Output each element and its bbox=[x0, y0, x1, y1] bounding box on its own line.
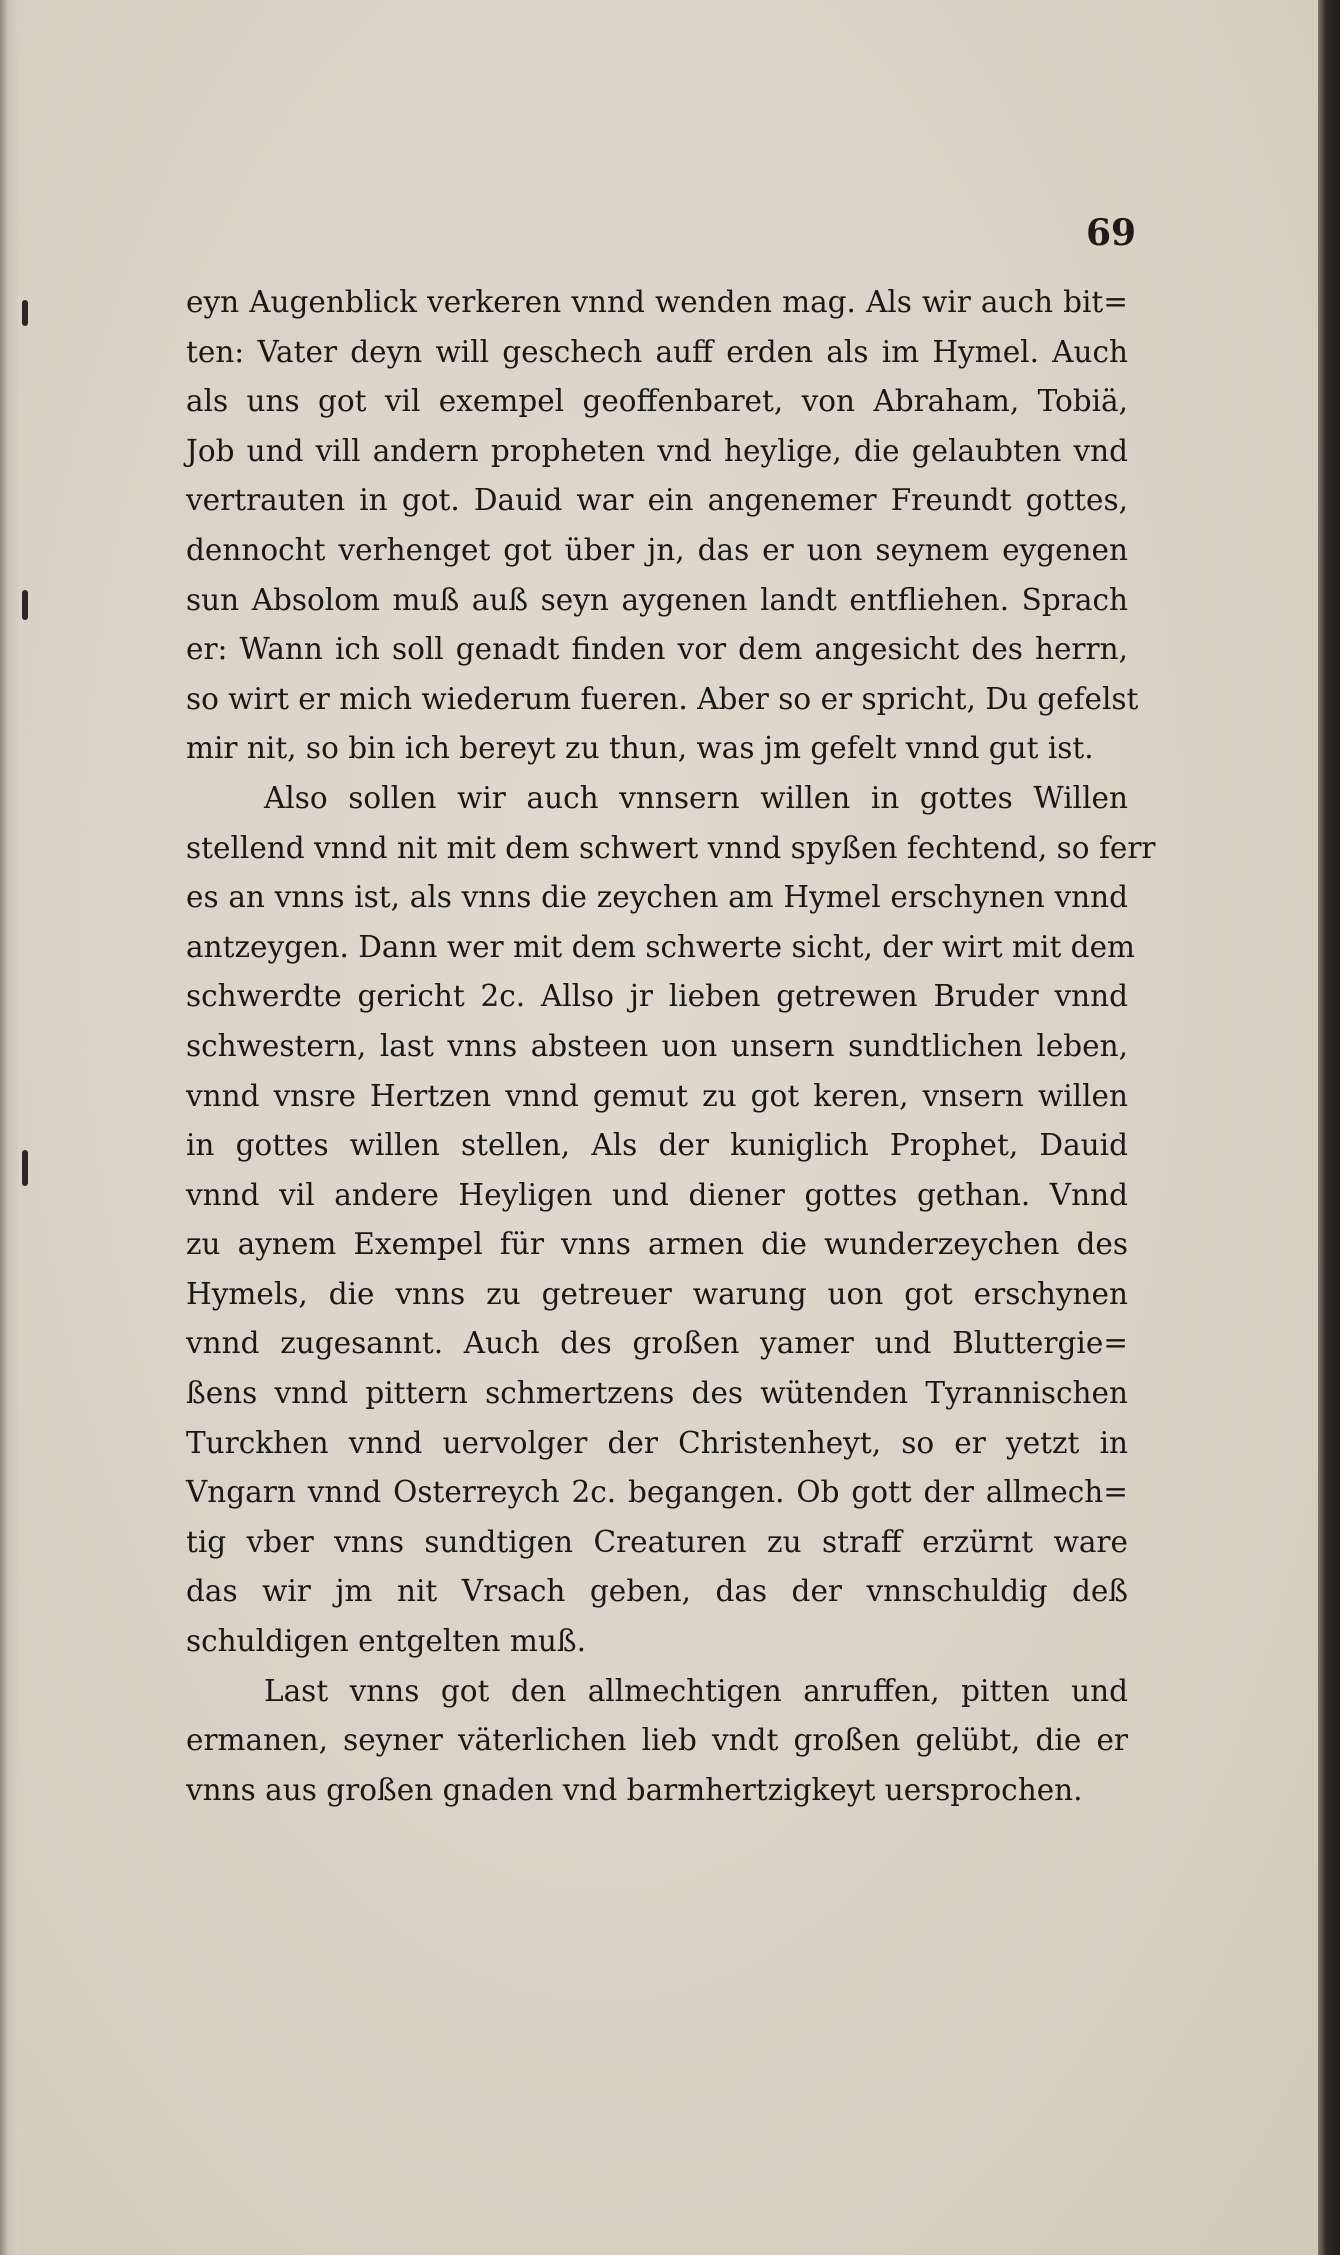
body-text bbox=[186, 278, 1156, 1815]
text-line: Vngarn vnnd Osterreych 2c. begangen. Ob gott der allmech= bbox=[186, 1475, 1128, 1510]
text-line: vnnd vil andere Heyligen und diener gottes gethan. Vnnd bbox=[186, 1177, 1128, 1212]
text-line: Hymels, die vnns zu getreuer warung uon got erschynen bbox=[186, 1276, 1128, 1311]
text-line: in gottes willen stellen, Als der kuniglich Prophet, Dauid bbox=[186, 1128, 1128, 1163]
text-line: zu aynem Exempel für vnns armen die wunderzeychen des bbox=[186, 1227, 1128, 1262]
text-line: Job und vill andern propheten vnd heylige, die gelaubten vnd bbox=[186, 433, 1128, 468]
text-line: stellend vnnd nit mit dem schwert vnnd spyßen fechtend, so ferr bbox=[186, 830, 1156, 865]
text-line: Turckhen vnnd uervolger der Christenheyt, so er yetzt in bbox=[186, 1425, 1128, 1460]
text-line: antzeygen. Dann wer mit dem schwerte sicht, der wirt mit dem bbox=[186, 929, 1135, 964]
edge-mark bbox=[22, 300, 28, 326]
text-line: schwestern, last vnns absteen uon unsern sundtlichen leben, bbox=[186, 1028, 1128, 1063]
text-line: vertrauten in got. Dauid war ein angenemer Freundt gottes, bbox=[186, 483, 1128, 518]
text-line: Also sollen wir auch vnnsern willen in gottes Willen bbox=[264, 780, 1128, 815]
page-number: 69 bbox=[1086, 212, 1137, 254]
text-line: eyn Augenblick verkeren vnnd wenden mag. Als wir auch bit= bbox=[186, 285, 1128, 319]
text-line: vnnd vnsre Hertzen vnnd gemut zu got keren, vnsern willen bbox=[186, 1078, 1128, 1113]
text-line: als uns got vil exempel geoffenbaret, von Abraham, Tobiä, bbox=[186, 384, 1128, 419]
edge-mark bbox=[22, 590, 28, 620]
text-line: das wir jm nit Vrsach geben, das der vnnschuldig deß bbox=[186, 1574, 1128, 1609]
text-line: vnnd zugesannt. Auch des großen yamer und Bluttergie= bbox=[186, 1326, 1128, 1361]
text-line: dennocht verhenget got über jn, das er uon seynem eygenen bbox=[186, 532, 1128, 567]
text-line: ermanen, seyner väterlichen lieb vndt großen gelübt, die er bbox=[186, 1723, 1128, 1758]
edge-mark bbox=[22, 1150, 28, 1186]
text-line: vnns aus großen gnaden vnd barmhertzigkeyt uersprochen. bbox=[186, 1772, 1083, 1807]
text-line: tig vber vnns sundtigen Creaturen zu straff erzürnt ware bbox=[186, 1524, 1128, 1559]
text-line: so wirt er mich wiederum fueren. Aber so er spricht, Du gefelst bbox=[186, 681, 1139, 716]
text-line: schwerdte gericht 2c. Allso jr lieben getrewen Bruder vnnd bbox=[186, 979, 1128, 1014]
text-line: ßens vnnd pittern schmertzens des wütenden Tyrannischen bbox=[186, 1376, 1128, 1411]
book-page bbox=[18, 0, 1318, 2255]
text-line: Last vnns got den allmechtigen anruffen, pitten und bbox=[264, 1673, 1128, 1708]
text-line: schuldigen entgelten muß. bbox=[186, 1624, 586, 1659]
text-line: mir nit, so bin ich bereyt zu thun, was jm gefelt vnnd gut ist. bbox=[186, 731, 1094, 766]
text-line: sun Absolom muß auß seyn aygenen landt entfliehen. Sprach bbox=[186, 582, 1128, 617]
text-line: ten: Vater deyn will geschech auff erden als im Hymel. Auch bbox=[186, 334, 1128, 369]
text-line: es an vnns ist, als vnns die zeychen am Hymel erschynen vnnd bbox=[186, 880, 1128, 915]
text-line: er: Wann ich soll genadt finden vor dem angesicht des herrn, bbox=[186, 632, 1128, 667]
